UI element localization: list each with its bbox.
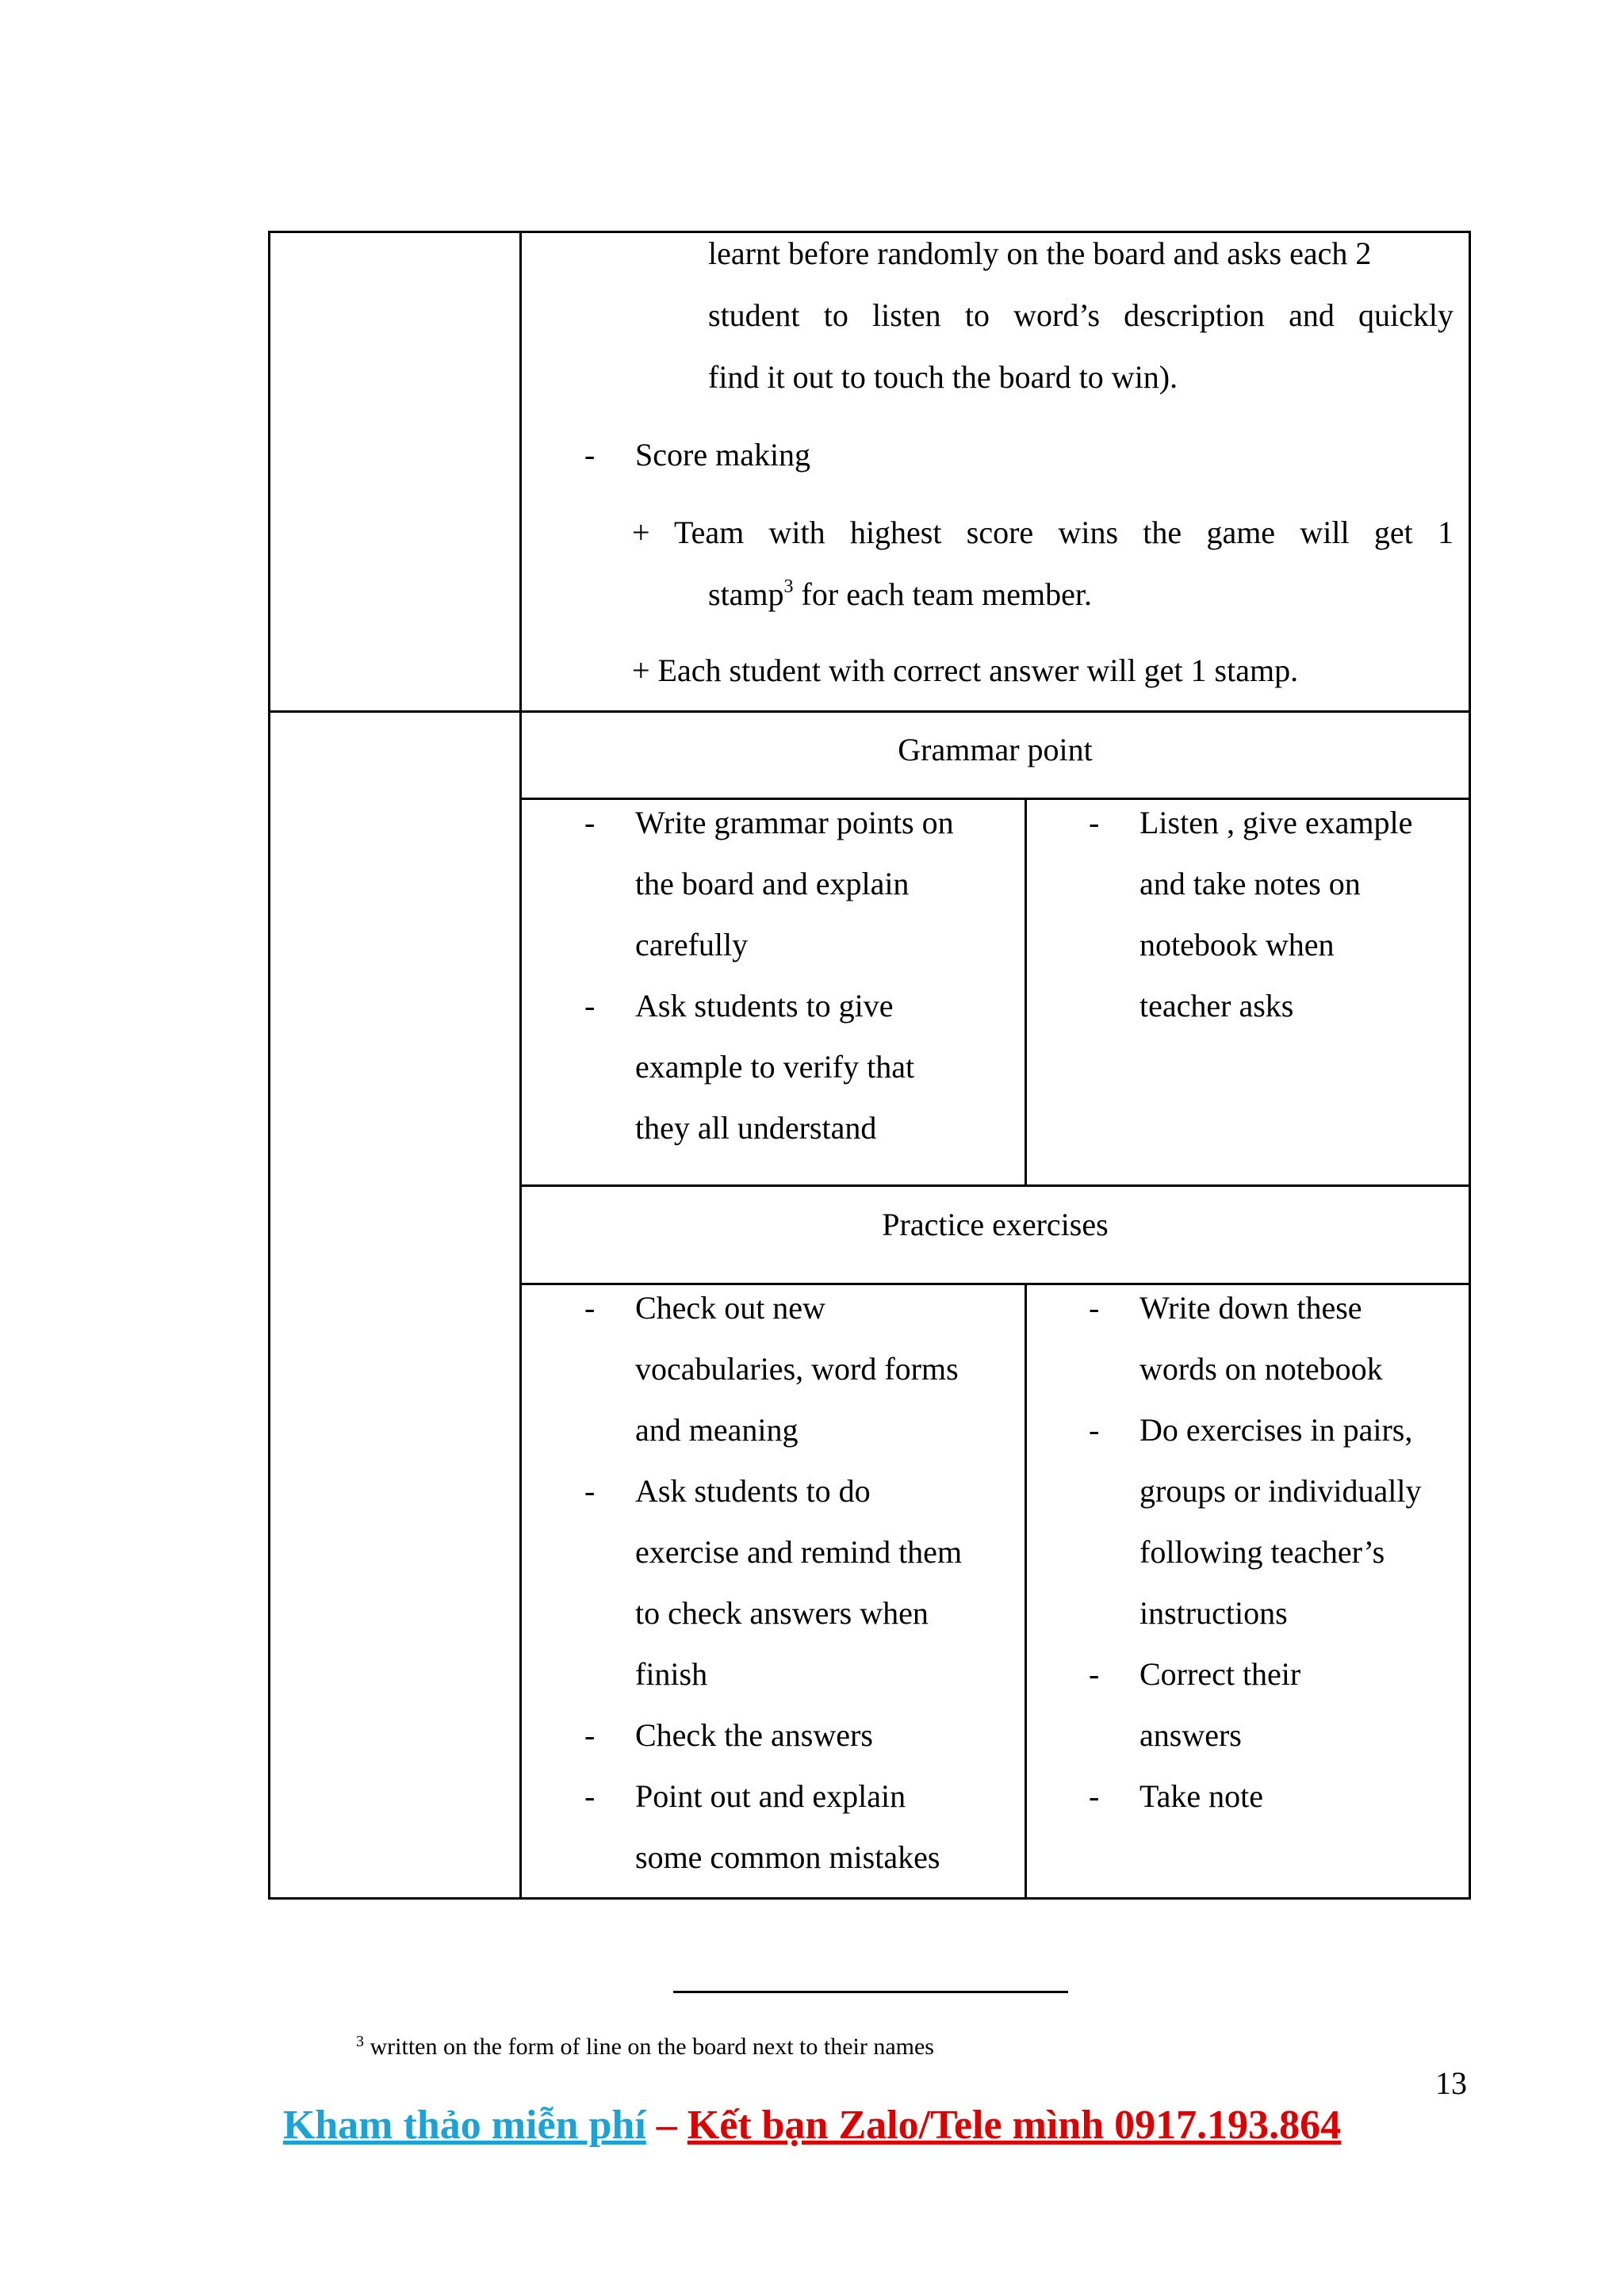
table-border-bottom: [268, 1897, 1471, 1900]
bullet-line: to check answers when: [635, 1595, 929, 1631]
activity-line-text: find it out to touch the board to win).: [708, 359, 1178, 395]
stamp-word: stamp: [708, 576, 784, 612]
activity-line-2: [708, 297, 1454, 333]
table-border-right: [1469, 231, 1471, 1900]
activity-line-1: [708, 235, 1454, 271]
bullet-line: Write grammar points on: [635, 805, 954, 840]
table-border-left: [268, 231, 270, 1900]
bullet-line: the board and explain: [635, 866, 910, 901]
practice-heading-divider: [519, 1283, 1471, 1285]
footnote-ref: 3: [783, 576, 794, 597]
bullet-line: following teacher’s: [1139, 1534, 1385, 1570]
bullet-line: teacher asks: [1139, 988, 1294, 1024]
table-border-top: [268, 231, 1471, 233]
bullet-line: Take note: [1139, 1778, 1264, 1814]
bullet-line: instructions: [1139, 1595, 1288, 1631]
practice-heading-top-divider: [519, 1184, 1471, 1187]
bullet-dash: -: [584, 1473, 596, 1509]
bullet-line: Ask students to do: [635, 1473, 871, 1509]
bullet-line: exercise and remind them: [635, 1534, 963, 1570]
grammar-heading: Grammar point: [898, 732, 1093, 767]
practice-split-divider: [1025, 1283, 1027, 1900]
bullet-dash: -: [1089, 1656, 1100, 1692]
page-number: 13: [1435, 2065, 1467, 2101]
activity-line-text: student to listen to word’s description and quickly: [708, 297, 1454, 333]
score-dash: -: [584, 437, 596, 473]
practice-heading: Practice exercises: [882, 1207, 1109, 1242]
bullet-line: and take notes on: [1139, 866, 1361, 901]
bullet-line: example to verify that: [635, 1049, 915, 1085]
bullet-line: finish: [635, 1656, 708, 1692]
bullet-line: Listen , give example: [1139, 805, 1413, 840]
bullet-dash: -: [1089, 1412, 1100, 1448]
bullet-dash: -: [1089, 1290, 1100, 1326]
bullet-dash: -: [584, 988, 596, 1024]
bullet-line: answers: [1139, 1717, 1242, 1753]
bullet-dash: -: [584, 1717, 596, 1753]
grammar-heading-divider: [519, 798, 1471, 800]
grammar-split-divider: [1025, 798, 1027, 1187]
plus-item-1-line-2: [708, 576, 1093, 612]
bullet-line: and meaning: [635, 1412, 799, 1448]
promo-link-free[interactable]: Kham thảo miễn phí: [282, 2103, 646, 2148]
promo-separator: –: [645, 2103, 688, 2148]
score-heading: Score making: [635, 437, 811, 473]
activity-line-3: [708, 359, 1178, 395]
activity-line-text: learnt before randomly on the board and asks each 2: [708, 235, 1372, 271]
bullet-line: vocabularies, word forms: [635, 1351, 959, 1387]
bullet-line: Ask students to give: [635, 988, 894, 1024]
bullet-line: Write down these: [1139, 1290, 1362, 1326]
bullet-line: Check the answers: [635, 1717, 873, 1753]
bullet-dash: -: [584, 1290, 596, 1326]
bullet-line: they all understand: [635, 1110, 877, 1146]
bullet-line: some common mistakes: [635, 1839, 940, 1875]
footnote: [356, 2035, 934, 2059]
promo-link-contact[interactable]: Kết bạn Zalo/Tele mình 0917.193.864: [687, 2103, 1342, 2148]
bullet-line: groups or individually: [1139, 1473, 1422, 1509]
footnote-text: written on the form of line on the board next to their names: [364, 2034, 934, 2060]
bullet-dash: -: [584, 805, 596, 840]
footnote-separator: [673, 1991, 1068, 1993]
bullet-dash: -: [584, 1778, 596, 1814]
footnote-marker: 3: [356, 2033, 364, 2050]
bullet-line: Do exercises in pairs,: [1139, 1412, 1413, 1448]
table-column-divider: [519, 231, 522, 1900]
bullet-line: carefully: [635, 927, 749, 962]
bullet-line: notebook when: [1139, 927, 1335, 962]
stamp-rest: for each team member.: [793, 576, 1093, 612]
bullet-line: words on notebook: [1139, 1351, 1383, 1387]
bullet-line: Check out new: [635, 1290, 825, 1326]
plus-marker: +: [632, 515, 650, 550]
row-divider-1: [268, 710, 1471, 713]
plus-item-2: + Each student with correct answer will get 1 stamp.: [632, 652, 1299, 688]
plus-item-1-line-1: Team with highest score wins the game will get 1: [674, 515, 1454, 550]
bullet-line: Correct their: [1139, 1656, 1301, 1692]
bullet-dash: -: [1089, 805, 1100, 840]
bullet-dash: -: [1089, 1778, 1100, 1814]
promo-banner: [0, 2105, 1624, 2146]
bullet-line: Point out and explain: [635, 1778, 906, 1814]
